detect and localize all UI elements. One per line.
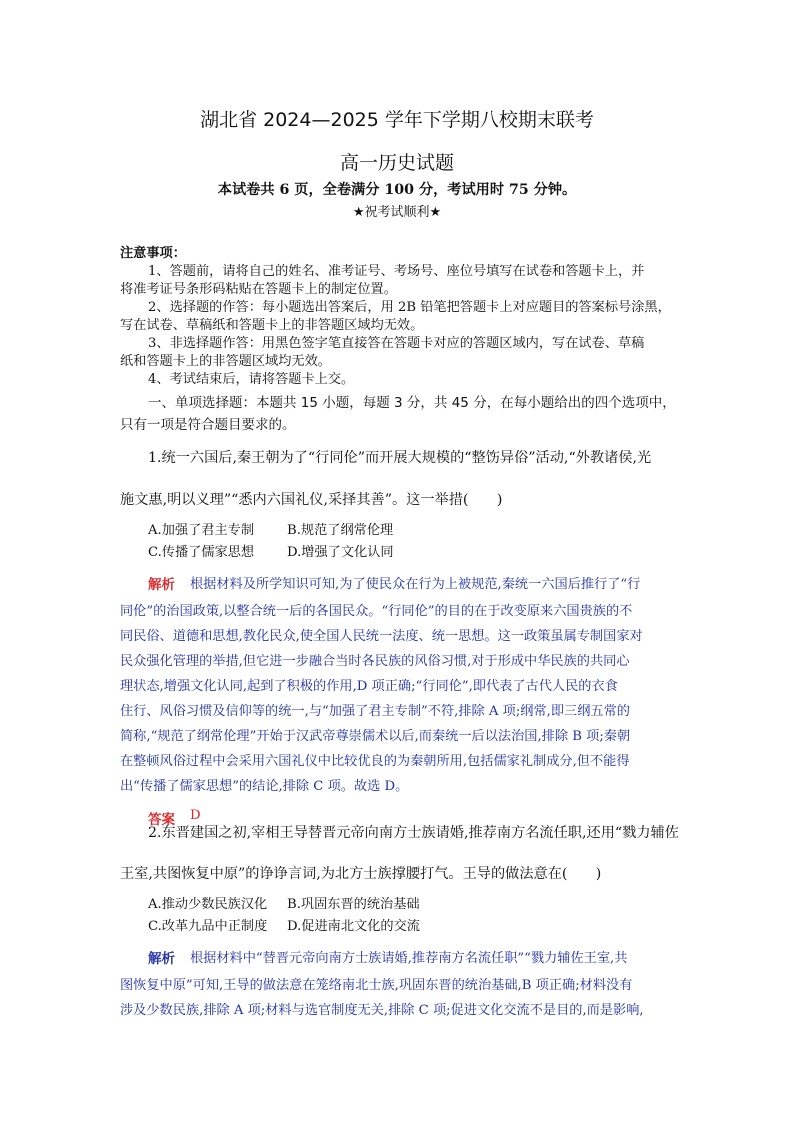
exam-subtitle: 高一历史试题 [339, 152, 454, 174]
q1-analysis-line: 简称,“规范了纲常伦理”开始于汉武帝尊崇儒术以后,而秦统一后以法治国,排除 B 项;秦朝 [120, 729, 631, 744]
q1-answer-value: D [190, 808, 201, 823]
q1-option-c: C.传播了儒家思想 [148, 545, 255, 560]
notice-line: 写在试卷、草稿纸和答题卡上的非答题区域均无效。 [120, 318, 424, 333]
q1-answer-label: 答案 [148, 812, 175, 828]
notice-line: 4、考试结束后，请将答题卡上交。 [148, 372, 355, 387]
q2-analysis-line: 根据材料中“替晋元帝向南方士族请婚,推荐南方名流任职”“戮力辅佐王室,共 [190, 951, 628, 966]
section-heading: 一、单项选择题：本题共 15 小题，每题 3 分，共 45 分，在每小题给出的四个选项中， [148, 395, 676, 411]
q1-analysis-line: 出“传播了儒家思想”的结论,排除 C 项。故选 D。 [120, 779, 409, 794]
q2-option-c: C.改革九品中正制度 [148, 919, 268, 934]
q1-stem-cont: 施文惠,明以义理”“悉内六国礼仪,采择其善”。这一举措( ) [120, 492, 503, 508]
q1-analysis-line: 根据材料及所学知识可知,为了使民众在行为上被规范,秦统一六国后推行了“行 [190, 577, 641, 592]
q1-analysis-line: 理状态,增强文化认同,起到了积极的作用,D 项正确;“行同伦”,即代表了古代人民的衣食 [120, 679, 618, 694]
section-heading-cont: 只有一项是符合题目要求的。 [120, 417, 296, 433]
exam-info: 本试卷共 6 页，全卷满分 100 分，考试用时 75 分钟。 [217, 182, 577, 198]
q1-stem: 1.统一六国后,秦王朝为了“行同伦”而开展大规模的“整饬异俗”活动,“外教诸侯,光 [148, 450, 652, 466]
notice-line: 1、答题前，请将自己的姓名、准考证号、考场号、座位号填写在试卷和答题卡上，并 [148, 264, 645, 279]
q2-stem-cont: 王室,共图恢复中原”的诤诤言词,为北方士族撑腰打气。王导的做法意在( ) [120, 866, 602, 882]
notice-line: 纸和答题卡上的非答题区域均无效。 [120, 354, 331, 369]
q1-analysis-line: 同伦”的治国政策,以整合统一后的各国民众。“行同伦”的目的在于改变原来六国贵族的不 [120, 604, 633, 619]
exam-wish: ★祝考试顺利★ [352, 205, 442, 220]
q1-option-d: D.增强了文化认同 [287, 545, 394, 560]
exam-title: 湖北省 2024—2025 学年下学期八校期末联考 [200, 109, 594, 131]
q2-stem: 2.东晋建国之初,宰相王导替晋元帝向南方士族请婚,推荐南方名流任职,还用“戮力辅佐 [148, 825, 679, 841]
q1-option-b: B.规范了纲常伦理 [287, 523, 394, 538]
notice-line: 将准考证号条形码粘贴在答题卡上的制定位置。 [120, 282, 397, 297]
notice-line: 2、选择题的作答：每小题选出答案后，用 2B 铅笔把答题卡上对应题目的答案标号涂黑， [148, 300, 671, 315]
q2-analysis-line: 涉及少数民族,排除 A 项;材料与选官制度无关,排除 C 项;促进文化交流不是目的,而是影响, [120, 1003, 644, 1018]
q2-option-d: D.促进南北文化的交流 [287, 919, 420, 934]
q1-analysis-line: 住行、风俗习惯及信仰等的统一,与“加强了君主专制”不符,排除 A 项;纲常,即三纲五常的 [120, 704, 630, 719]
q1-option-a: A.加强了君主专制 [148, 523, 255, 538]
q1-analysis-label: 解析 [148, 577, 175, 593]
q1-analysis-line: 民众强化管理的举措,但它进一步融合当时各民族的风俗习惯,对于形成中华民族的共同心 [120, 654, 630, 669]
q2-option-a: A.推动少数民族汉化 [148, 897, 268, 912]
q1-analysis-line: 在整顿风俗过程中会采用六国礼仪中比较优良的为秦朝所用,包括儒家礼制成分,但不能得 [120, 754, 630, 769]
q2-analysis-label: 解析 [148, 951, 175, 967]
q2-analysis-line: 图恢复中原”可知,王导的做法意在笼络南北士族,巩固东晋的统治基础,B 项正确;材料没有 [120, 978, 633, 993]
q2-option-b: B.巩固东晋的统治基础 [287, 897, 420, 912]
q1-analysis-line: 同民俗、道德和思想,教化民众,使全国人民统一法度、统一思想。这一政策虽属专制国家对 [120, 629, 643, 644]
notice-heading: 注意事项： [120, 246, 186, 261]
notice-line: 3、非选择题作答：用黑色签字笔直接答在答题卡对应的答题区域内，写在试卷、草稿 [148, 336, 645, 351]
